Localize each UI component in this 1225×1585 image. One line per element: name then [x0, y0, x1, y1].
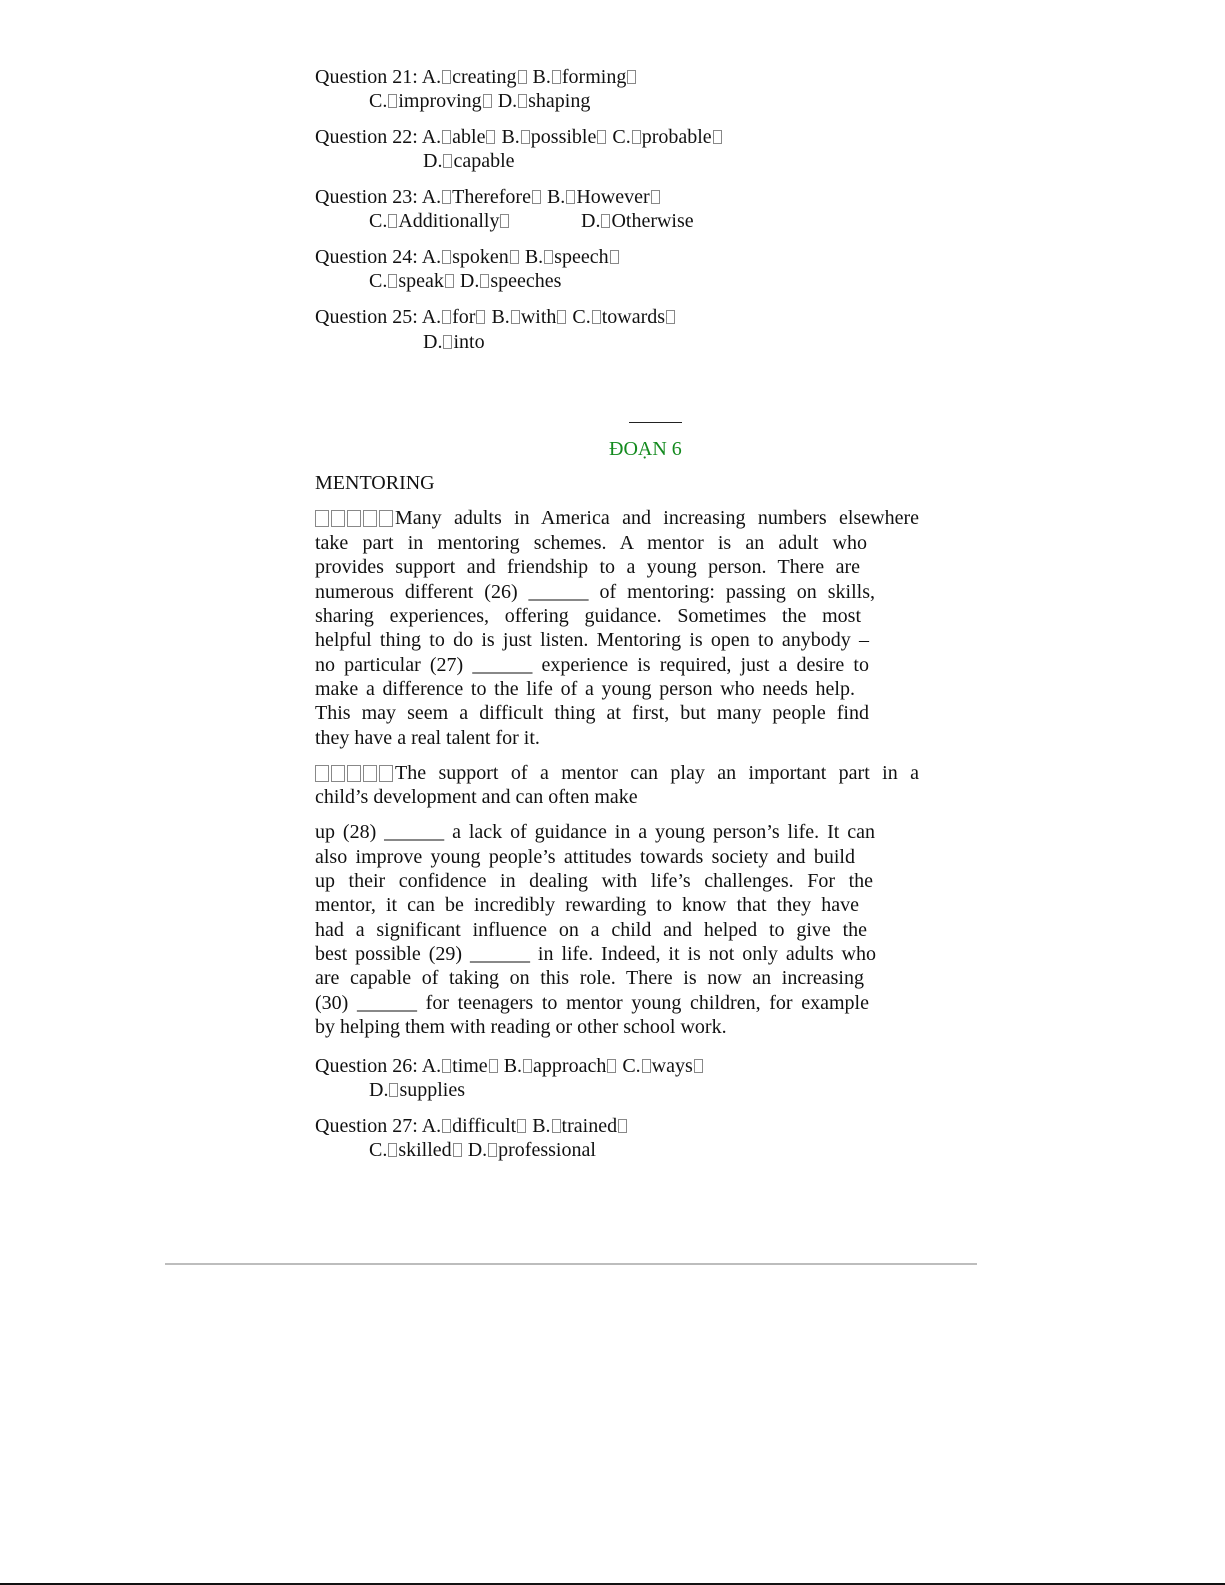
paragraph-1-line: take part in mentoring schemes. A mentor is an adult who — [315, 532, 867, 554]
paragraph-3-line: (30) ______ for teenagers to mentor young children, for example — [315, 992, 869, 1014]
paragraph-1-line: sharing experiences, offering guidance. Sometimes the most — [315, 605, 861, 627]
paragraph-3-line: also improve young people’s attitudes towards society and build — [315, 846, 855, 868]
question-26-line-2: D. supplies — [369, 1079, 466, 1101]
question-25-line-2: D. into — [423, 331, 485, 353]
question-22-line-2: D. capable — [423, 150, 515, 172]
question-26-line-1: Question 26: A. time B. approach C. ways — [315, 1054, 704, 1078]
question-24-line-1: Question 24: A. spoken B. speech — [315, 245, 620, 269]
paragraph-2-line: child’s development and can often make — [315, 786, 638, 808]
section-heading: ĐOẠN 6 — [609, 438, 682, 460]
paragraph-1-line: they have a real talent for it. — [315, 727, 540, 749]
question-24-line-2: C. speak D. speeches — [369, 270, 562, 292]
paragraph-1-line: make a difference to the life of a young person who needs help. — [315, 678, 855, 700]
paragraph-1-line: provides support and friendship to a young person. There are — [315, 556, 860, 578]
paragraph-3-line: up their confidence in dealing with life’s challenges. For the — [315, 870, 873, 892]
question-23-line-1: Question 23: A. Therefore B. However — [315, 185, 661, 209]
question-21-line-2: C. improving D. shaping — [369, 90, 591, 112]
paragraph-2-line: The support of a mentor can play an important part in a — [315, 761, 919, 785]
indent-placeholder — [315, 506, 395, 530]
question-27-line-1: Question 27: A. difficult B. trained — [315, 1114, 628, 1138]
paragraph-3-line: up (28) ______ a lack of guidance in a young person’s life. It can — [315, 821, 875, 843]
question-23-line-2-d: D. Otherwise — [581, 210, 694, 232]
question-21-line-1: Question 21: A. creating B. forming — [315, 65, 637, 89]
paragraph-3-line: mentor, it can be incredibly rewarding to know that they have — [315, 894, 859, 916]
paragraph-1-line: helpful thing to do is just listen. Mentoring is open to anybody – — [315, 629, 869, 651]
paragraph-3-line: by helping them with reading or other school work. — [315, 1016, 727, 1038]
paragraph-1-line: no particular (27) ______ experience is required, just a desire to — [315, 654, 869, 676]
paragraph-1-line: Many adults in America and increasing numbers elsewhere — [315, 506, 919, 530]
question-27-line-2: C. skilled D. professional — [369, 1139, 596, 1161]
paragraph-1-line: This may seem a difficult thing at first, but many people find — [315, 702, 869, 724]
page-break-line — [165, 1263, 977, 1265]
indent-placeholder — [315, 761, 395, 785]
paragraph-3-line: best possible (29) ______ in life. Indeed, it is not only adults who — [315, 943, 876, 965]
section-divider — [629, 422, 682, 423]
paragraph-1-line: numerous different (26) ______ of mentoring: passing on skills, — [315, 581, 875, 603]
question-25-line-1: Question 25: A. for B. with C. towards — [315, 305, 676, 329]
paragraph-3-line: are capable of taking on this role. There is now an increasing — [315, 967, 864, 989]
paragraph-3-line: had a significant influence on a child and helped to give the — [315, 919, 867, 941]
passage-title: MENTORING — [315, 472, 435, 494]
question-22-line-1: Question 22: A. able B. possible C. probable — [315, 125, 723, 149]
question-23-line-2: C. Additionally — [369, 209, 510, 233]
